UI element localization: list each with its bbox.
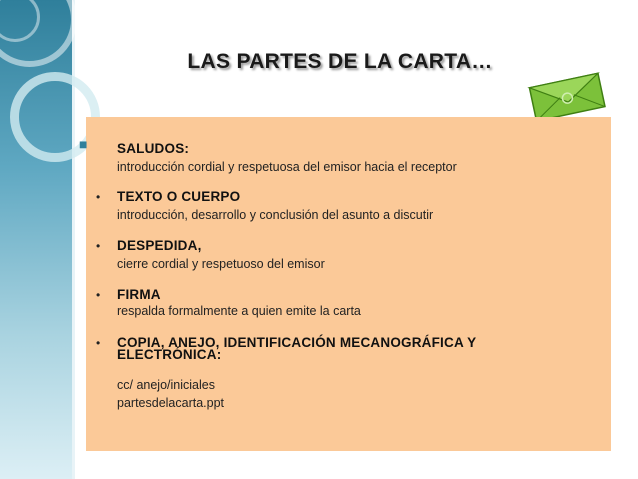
square-bullet-icon: ■ xyxy=(79,136,88,152)
bullet-icon: • xyxy=(96,239,101,253)
item-heading: FIRMA xyxy=(117,287,161,302)
bullet-icon: • xyxy=(96,190,101,204)
email-envelope-icon xyxy=(522,72,614,120)
item-description: respalda formalmente a quien emite la carta xyxy=(117,304,361,318)
item-description: cierre cordial y respetuoso del emisor xyxy=(117,257,325,271)
note-line: cc/ anejo/iniciales xyxy=(117,378,215,392)
item-heading-continued: ELECTRÓNICA: xyxy=(117,347,222,362)
bullet-icon: • xyxy=(96,336,101,350)
item-heading: SALUDOS: xyxy=(117,141,190,156)
item-heading: TEXTO O CUERPO xyxy=(117,189,241,204)
item-description: introducción, desarrollo y conclusión del asunto a discutir xyxy=(117,208,434,222)
item-heading: COPIA, ANEJO, IDENTIFICACIÓN MECANOGRÁFICA Y xyxy=(117,335,477,350)
bullet-icon: • xyxy=(96,288,101,302)
item-heading: DESPEDIDA, xyxy=(117,238,202,253)
side-divider xyxy=(72,0,75,479)
slide-title: LAS PARTES DE LA CARTA… xyxy=(187,50,493,73)
note-line: partesdelacarta.ppt xyxy=(117,396,225,410)
item-description: introducción cordial y respetuosa del emisor hacia el receptor xyxy=(117,160,457,174)
